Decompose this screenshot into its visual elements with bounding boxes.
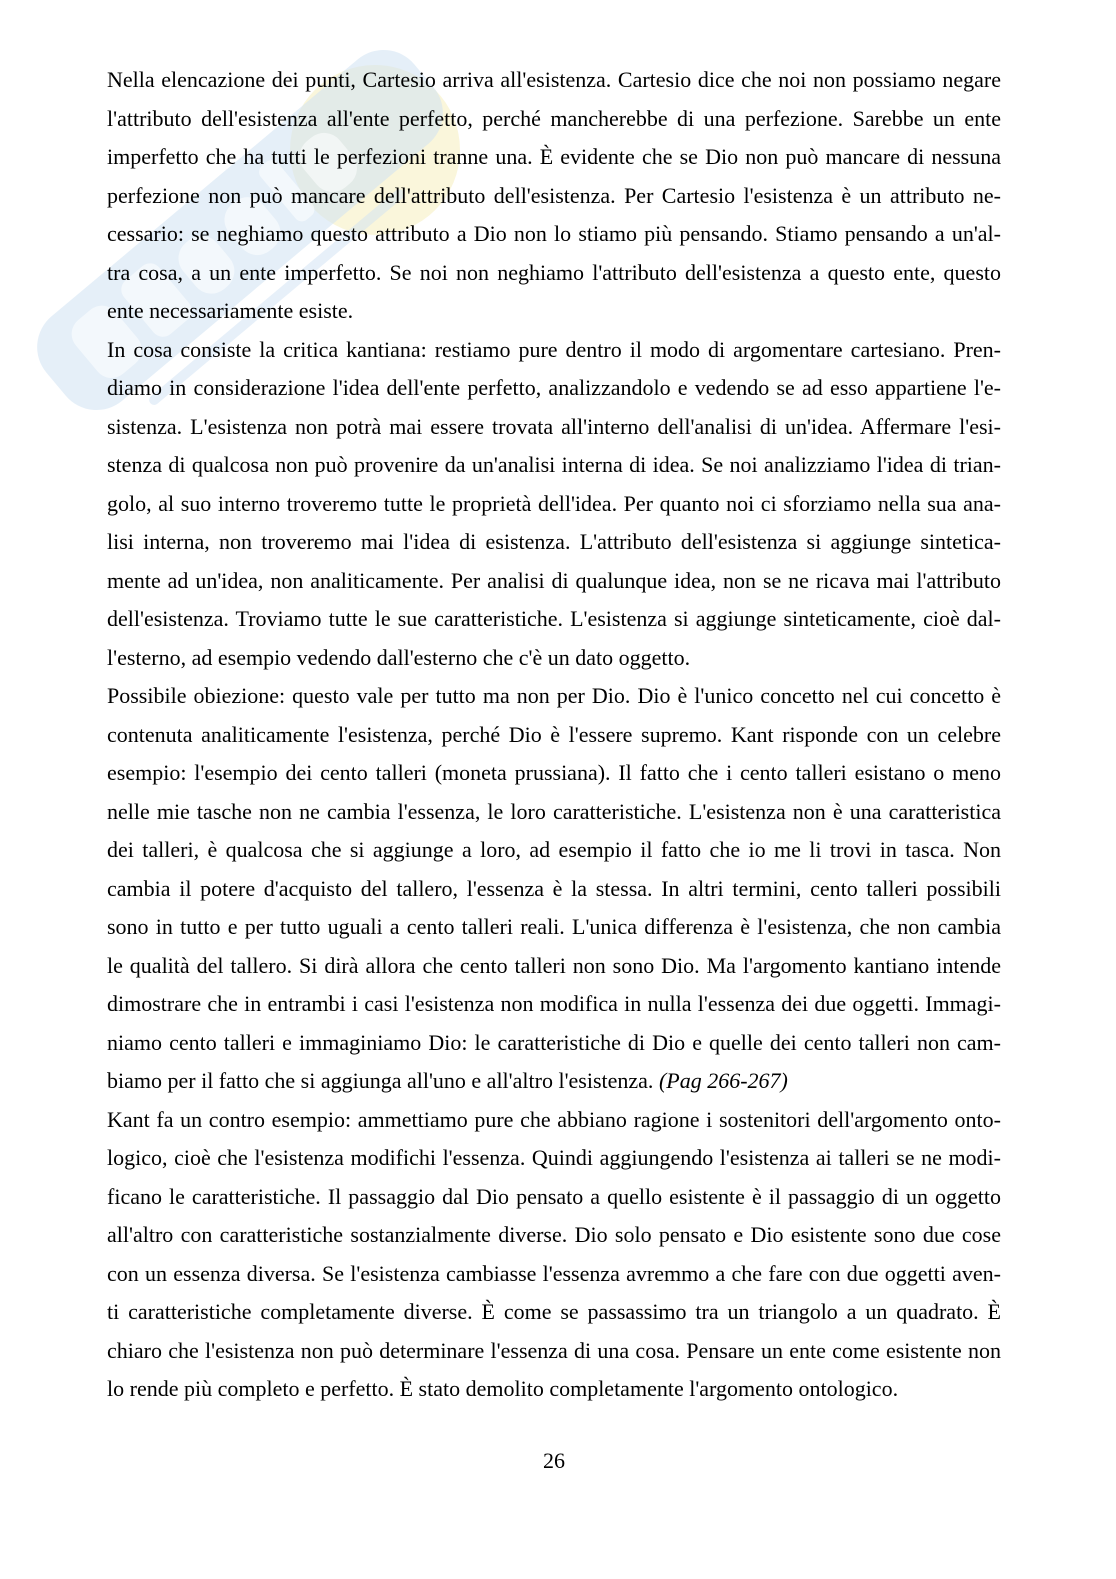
text-line: l'attributo dell'esistenza all'ente perfetto, perché mancherebbe di una perfezione. Sarebbe un ente bbox=[107, 105, 1001, 131]
body-text bbox=[107, 61, 1001, 1409]
text-line: l'esterno, ad esempio vedendo dall'esterno che c'è un dato oggetto. bbox=[107, 644, 691, 670]
text-line: tra cosa, a un ente imperfetto. Se noi non neghiamo l'attributo dell'esistenza a questo ente, questo bbox=[107, 259, 1001, 285]
paragraph bbox=[107, 1101, 1001, 1409]
paragraph bbox=[107, 61, 1001, 331]
text-line: ficano le caratteristiche. Il passaggio dal Dio pensato a quello esistente è il passaggio di un oggetto bbox=[107, 1183, 1001, 1209]
text-line: In cosa consiste la critica kantiana: restiamo pure dentro il modo di argomentare cartesiano. Pren- bbox=[107, 336, 1001, 362]
text-line: mente ad un'idea, non analiticamente. Per analisi di qualunque idea, non se ne ricava mai l'attributo bbox=[107, 567, 1001, 593]
text-line: logico, cioè che l'esistenza modifichi l'essenza. Quindi aggiungendo l'esistenza ai talleri se ne modi- bbox=[107, 1145, 1001, 1170]
text-line: dell'esistenza. Troviamo tutte le sue caratteristiche. L'esistenza si aggiunge sinteticamente, cioè dal- bbox=[107, 606, 1001, 631]
paragraph bbox=[107, 677, 1001, 1101]
text-line bbox=[107, 1062, 1001, 1101]
text-line: contenuta analiticamente l'esistenza, perché Dio è l'essere supremo. Kant risponde con un celebre bbox=[107, 721, 1001, 747]
text-line: lisi interna, non troveremo mai l'idea di esistenza. L'attributo dell'esistenza si aggiunge sintetica- bbox=[107, 529, 1001, 554]
line-text: biamo per il fatto che si aggiunga all'uno e all'altro l'esistenza. bbox=[107, 1068, 654, 1093]
text-line: all'altro con caratteristiche sostanzialmente diverse. Dio solo pensato e Dio esistente sono due cose bbox=[107, 1222, 1001, 1247]
text-line: sistenza. L'esistenza non potrà mai essere trovata all'interno dell'analisi di un'idea. Affermare l'esi- bbox=[107, 413, 1001, 439]
text-line: cessario: se neghiamo questo attributo a Dio non lo stiamo più pensando. Stiamo pensando a un'al- bbox=[107, 221, 1001, 246]
text-line: nelle mie tasche non ne cambia l'essenza, le loro caratteristiche. L'esistenza non è una caratteristica bbox=[107, 798, 1001, 824]
text-line: le qualità del tallero. Si dirà allora che cento talleri non sono Dio. Ma l'argomento kantiano intende bbox=[107, 952, 1001, 978]
text-line: Kant fa un contro esempio: ammettiamo pure che abbiano ragione i sostenitori dell'argomento onto- bbox=[107, 1106, 1001, 1132]
text-line: diamo in considerazione l'idea dell'ente perfetto, analizzandolo e vedendo se ad esso appartiene l'e- bbox=[107, 375, 1001, 400]
text-line: perfezione non può mancare dell'attributo dell'esistenza. Per Cartesio l'esistenza è un attributo ne- bbox=[107, 182, 1001, 208]
text-line: niamo cento talleri e immaginiamo Dio: le caratteristiche di Dio e quelle dei cento talleri non cam- bbox=[107, 1029, 1001, 1055]
page-number: 26 bbox=[543, 1448, 565, 1473]
text-line: ti caratteristiche completamente diverse. È come se passassimo tra un triangolo a un quadrato. È bbox=[107, 1299, 1001, 1324]
text-line: dimostrare che in entrambi i casi l'esistenza non modifica in nulla l'essenza dei due oggetti. Immagi- bbox=[107, 991, 1001, 1016]
text-line: Possibile obiezione: questo vale per tutto ma non per Dio. Dio è l'unico concetto nel cui concetto è bbox=[107, 683, 1001, 708]
text-line: ente necessariamente esiste. bbox=[107, 298, 354, 323]
text-line: Nella elencazione dei punti, Cartesio arriva all'esistenza. Cartesio dice che noi non possiamo negare bbox=[107, 67, 1001, 92]
page-reference: (Pag 266-267) bbox=[658, 1068, 788, 1093]
text-line: sono in tutto e per tutto uguali a cento talleri reali. L'unica differenza è l'esistenza, che non cambia bbox=[107, 914, 1001, 939]
text-line: golo, al suo interno troveremo tutte le proprietà dell'idea. Per quanto noi ci sforziamo nella sua ana- bbox=[107, 490, 1001, 516]
text-line: stenza di qualcosa non può provenire da un'analisi interna di idea. Se noi analizziamo l'idea di trian- bbox=[107, 452, 1001, 477]
paragraph bbox=[107, 331, 1001, 678]
text-line: cambia il potere d'acquisto del tallero, l'essenza è la stessa. In altri termini, cento talleri possibili bbox=[107, 875, 1001, 901]
text-line: chiaro che l'esistenza non può determinare l'essenza di una cosa. Pensare un ente come esistente non bbox=[107, 1337, 1001, 1363]
text-line: imperfetto che ha tutti le perfezioni tranne una. È evidente che se Dio non può mancare di nessuna bbox=[107, 144, 1001, 169]
text-line: lo rende più completo e perfetto. È stato demolito completamente l'argomento ontologico. bbox=[107, 1376, 899, 1401]
text-line: con un essenza diversa. Se l'esistenza cambiasse l'essenza avremmo a che fare con due oggetti aven- bbox=[107, 1260, 1001, 1286]
text-line: dei talleri, è qualcosa che si aggiunge a loro, ad esempio il fatto che io me li trovi in tasca. Non bbox=[107, 837, 1001, 862]
text-line: esempio: l'esempio dei cento talleri (moneta prussiana). Il fatto che i cento talleri esistano o meno bbox=[107, 760, 1001, 785]
